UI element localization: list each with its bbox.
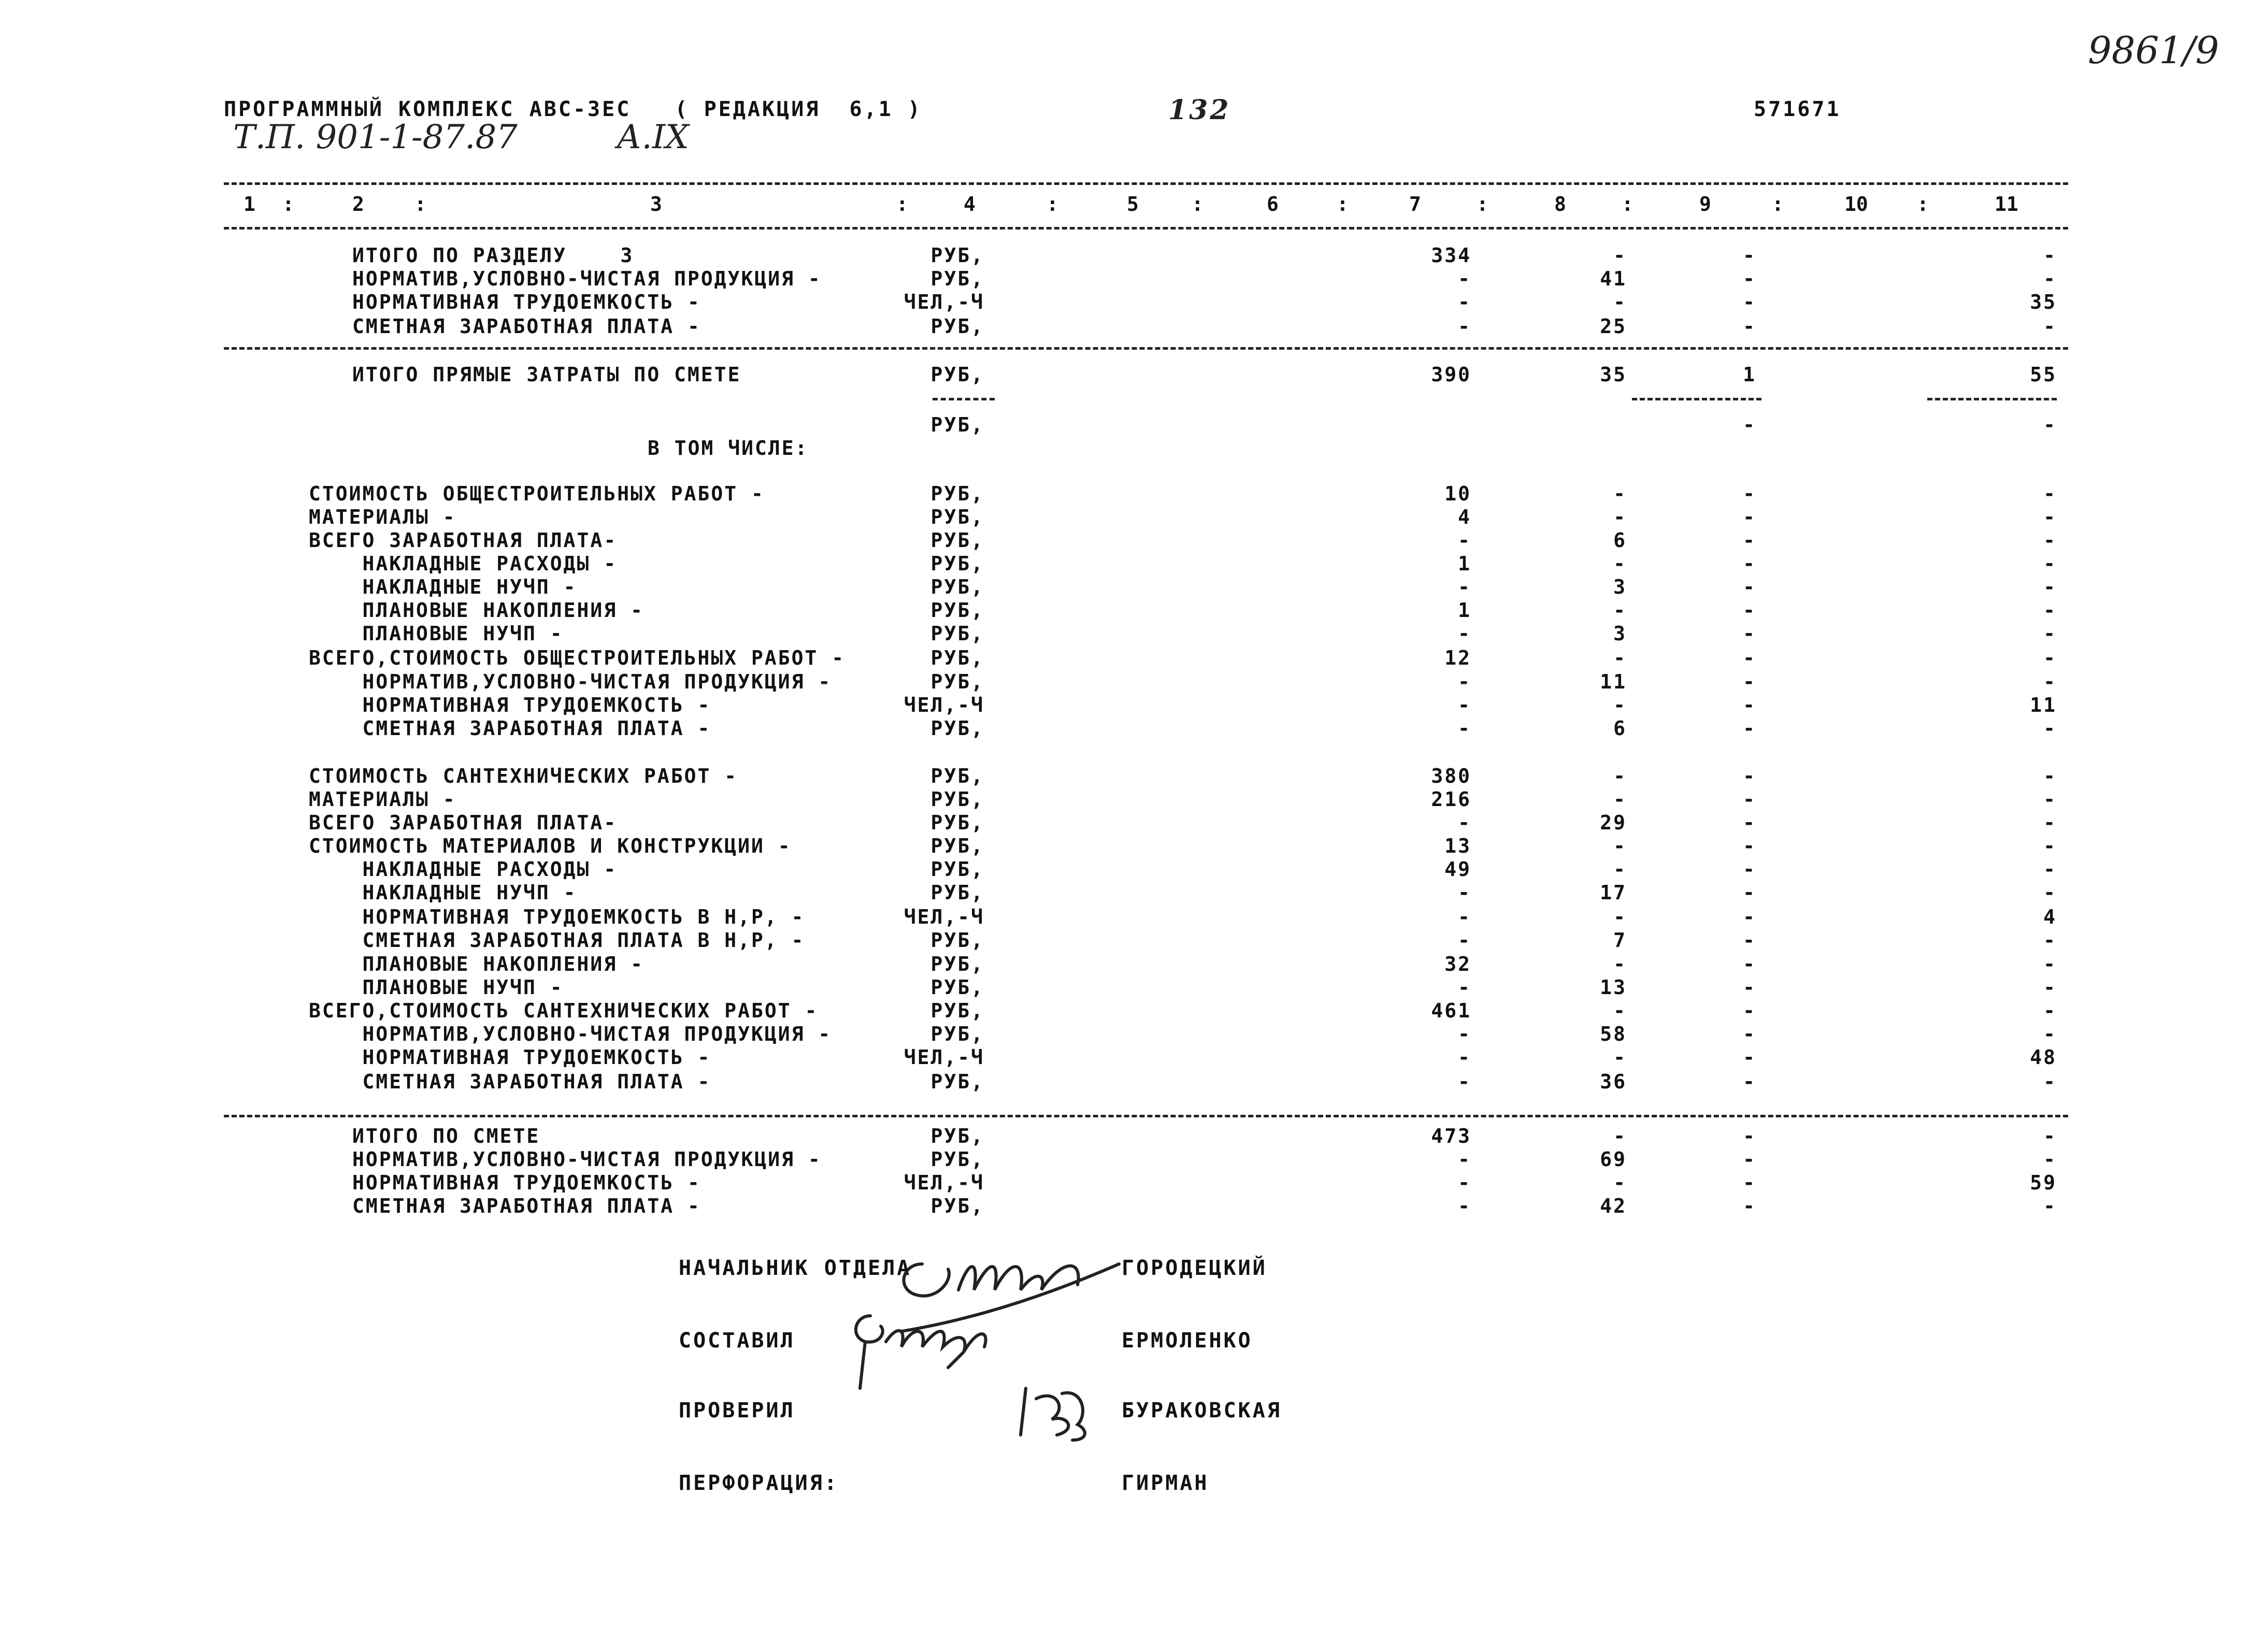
row-description: ИТОГО ПО РАЗДЕЛУ 3: [352, 244, 634, 267]
row-col11-value: 55: [2030, 363, 2057, 386]
row-col9-value: 1: [1743, 363, 1756, 386]
row-unit: РУБ,: [930, 999, 984, 1022]
row-col7-value: -: [1458, 1148, 1471, 1171]
row-col7-value: -: [1458, 929, 1471, 952]
row-description: ВСЕГО,СТОИМОСТЬ САНТЕХНИЧЕСКИХ РАБОТ -: [309, 999, 819, 1022]
row-col7-value: 4: [1458, 506, 1471, 528]
row-col8-value: -: [1613, 953, 1627, 975]
project-number: Т.П. 901-1-87.87: [233, 118, 518, 156]
row-col9-value: -: [1743, 1023, 1756, 1045]
row-col8-value: -: [1613, 999, 1627, 1022]
row-col7-value: -: [1458, 976, 1471, 999]
row-col8-value: 42: [1600, 1195, 1627, 1217]
row-col7-value: 13: [1444, 835, 1471, 857]
row-col7-value: -: [1458, 1171, 1471, 1194]
row-col9-value: -: [1743, 506, 1756, 528]
row-col9-value: -: [1743, 1148, 1756, 1171]
column-header-3: 3: [650, 193, 662, 216]
row-col7-value: 380: [1431, 765, 1471, 787]
row-col8-value: 7: [1613, 929, 1627, 952]
row-col8-value: 6: [1613, 717, 1627, 740]
row-description: НОРМАТИВ,УСЛОВНО-ЧИСТАЯ ПРОДУКЦИЯ -: [309, 1023, 832, 1045]
row-col9-value: -: [1743, 788, 1756, 811]
row-unit: РУБ,: [930, 835, 984, 857]
row-col8-value: -: [1613, 291, 1627, 313]
short-rule-unit: [933, 398, 995, 400]
row-unit: РУБ,: [930, 1070, 984, 1093]
page-number: 132: [1168, 94, 1231, 126]
row-col11-value: -: [2043, 953, 2057, 975]
row-col7-value: 12: [1444, 647, 1471, 669]
row-col11-value: 11: [2030, 694, 2057, 716]
row-unit: ЧЕЛ,-Ч: [904, 694, 984, 716]
row-col11-value: -: [2043, 506, 2057, 528]
row-description: СМЕТНАЯ ЗАРАБОТНАЯ ПЛАТА -: [352, 1195, 701, 1217]
row-description: ПЛАНОВЫЕ НАКОПЛЕНИЯ -: [309, 953, 644, 975]
signature-name: ГОРОДЕЦКИЙ: [1122, 1256, 1267, 1280]
column-separator: :: [1772, 193, 1784, 216]
row-col8-value: -: [1613, 906, 1627, 928]
row-col9-value: -: [1743, 413, 1756, 436]
row-unit: РУБ,: [930, 976, 984, 999]
row-col9-value: -: [1743, 244, 1756, 267]
row-col11-value: -: [2043, 765, 2057, 787]
signature-scribble-compiler: [850, 1295, 1015, 1399]
row-col8-value: -: [1613, 552, 1627, 575]
short-rule-col11: [1927, 398, 2057, 400]
row-unit: РУБ,: [930, 413, 984, 436]
row-col11-value: -: [2043, 622, 2057, 645]
row-col9-value: -: [1743, 291, 1756, 313]
row-col11-value: -: [2043, 576, 2057, 598]
row-col8-value: 58: [1600, 1023, 1627, 1045]
row-description: ПЛАНОВЫЕ НУЧП -: [309, 622, 564, 645]
row-col11-value: -: [2043, 599, 2057, 622]
row-description: НОРМАТИВНАЯ ТРУДОЕМКОСТЬ -: [309, 1046, 711, 1069]
row-unit: РУБ,: [930, 717, 984, 740]
row-unit: РУБ,: [930, 788, 984, 811]
row-col9-value: -: [1743, 1046, 1756, 1069]
row-description: ИТОГО ПО СМЕТЕ: [352, 1125, 540, 1147]
column-header-6: 6: [1267, 193, 1279, 216]
row-col9-value: -: [1743, 858, 1756, 881]
row-col7-value: 216: [1431, 788, 1471, 811]
row-description: НОРМАТИВ,УСЛОВНО-ЧИСТАЯ ПРОДУКЦИЯ -: [352, 267, 822, 290]
column-header-10: 10: [1844, 193, 1868, 216]
row-col8-value: 41: [1600, 267, 1627, 290]
row-unit: РУБ,: [930, 552, 984, 575]
row-col8-value: -: [1613, 1046, 1627, 1069]
row-col11-value: -: [2043, 670, 2057, 693]
row-col8-value: -: [1613, 599, 1627, 622]
row-col7-value: -: [1458, 1195, 1471, 1217]
row-col9-value: -: [1743, 599, 1756, 622]
row-col8-value: 25: [1600, 315, 1627, 338]
row-col11-value: -: [2043, 788, 2057, 811]
row-col7-value: -: [1458, 670, 1471, 693]
row-col8-value: -: [1613, 858, 1627, 881]
row-description: ВСЕГО ЗАРАБОТНАЯ ПЛАТА-: [309, 529, 618, 552]
column-header-9: 9: [1699, 193, 1711, 216]
row-col9-value: -: [1743, 835, 1756, 857]
row-unit: РУБ,: [930, 599, 984, 622]
row-col7-value: 461: [1431, 999, 1471, 1022]
row-col7-value: 10: [1444, 482, 1471, 505]
signature-role: НАЧАЛЬНИК ОТДЕЛА: [679, 1256, 912, 1280]
section-rule: [224, 347, 2068, 350]
row-description: НАКЛАДНЫЕ НУЧП -: [309, 881, 577, 904]
row-col9-value: -: [1743, 1195, 1756, 1217]
row-col7-value: -: [1458, 576, 1471, 598]
row-col7-value: 1: [1458, 599, 1471, 622]
row-col8-value: 6: [1613, 529, 1627, 552]
row-unit: РУБ,: [930, 881, 984, 904]
row-col8-value: 3: [1613, 622, 1627, 645]
row-description: НОРМАТИВНАЯ ТРУДОЕМКОСТЬ -: [309, 694, 711, 716]
header-bottom-rule: [224, 227, 2068, 229]
row-col11-value: -: [2043, 976, 2057, 999]
row-description: СТОИМОСТЬ ОБЩЕСТРОИТЕЛЬНЫХ РАБОТ -: [309, 482, 765, 505]
signature-role: СОСТАВИЛ: [679, 1329, 795, 1353]
row-col11-value: -: [2043, 315, 2057, 338]
row-col9-value: -: [1743, 976, 1756, 999]
row-col8-value: 17: [1600, 881, 1627, 904]
row-col9-value: -: [1743, 670, 1756, 693]
row-col9-value: -: [1743, 929, 1756, 952]
signature-name: БУРАКОВСКАЯ: [1122, 1399, 1282, 1423]
column-header-7: 7: [1409, 193, 1421, 216]
row-unit: РУБ,: [930, 1125, 984, 1147]
row-col9-value: -: [1743, 647, 1756, 669]
row-unit: РУБ,: [930, 363, 984, 386]
column-separator: :: [1477, 193, 1488, 216]
row-unit: РУБ,: [930, 670, 984, 693]
row-col8-value: -: [1613, 1125, 1627, 1147]
corner-handwritten-note: 9861/9: [2088, 28, 2219, 72]
column-separator: :: [1622, 193, 1633, 216]
row-col8-value: 29: [1600, 811, 1627, 834]
row-col9-value: -: [1743, 1171, 1756, 1194]
row-col7-value: 334: [1431, 244, 1471, 267]
row-col8-value: -: [1613, 1171, 1627, 1194]
row-col11-value: -: [2043, 858, 2057, 881]
row-col7-value: -: [1458, 906, 1471, 928]
row-col11-value: -: [2043, 717, 2057, 740]
row-description: НОРМАТИВНАЯ ТРУДОЕМКОСТЬ В Н,Р, -: [309, 906, 805, 928]
row-col11-value: 35: [2030, 291, 2057, 313]
column-header-8: 8: [1554, 193, 1566, 216]
row-col7-value: -: [1458, 717, 1471, 740]
column-header-11: 11: [1995, 193, 2018, 216]
row-col7-value: -: [1458, 1046, 1471, 1069]
row-col11-value: -: [2043, 1125, 2057, 1147]
row-unit: ЧЕЛ,-Ч: [904, 906, 984, 928]
row-col9-value: -: [1743, 1070, 1756, 1093]
row-col9-value: -: [1743, 482, 1756, 505]
row-unit: РУБ,: [930, 765, 984, 787]
row-col9-value: -: [1743, 552, 1756, 575]
row-description: ВСЕГО,СТОИМОСТЬ ОБЩЕСТРОИТЕЛЬНЫХ РАБОТ -: [309, 647, 846, 669]
row-col11-value: -: [2043, 1148, 2057, 1171]
row-col8-value: 3: [1613, 576, 1627, 598]
top-rule: [224, 182, 2068, 185]
row-unit: РУБ,: [930, 506, 984, 528]
row-unit: ЧЕЛ,-Ч: [904, 1171, 984, 1194]
row-col7-value: 473: [1431, 1125, 1471, 1147]
column-separator: :: [1337, 193, 1349, 216]
row-unit: РУБ,: [930, 953, 984, 975]
row-unit: РУБ,: [930, 1023, 984, 1045]
row-col9-value: -: [1743, 881, 1756, 904]
total-rule: [224, 1115, 2068, 1117]
row-description: СМЕТНАЯ ЗАРАБОТНАЯ ПЛАТА В Н,Р, -: [309, 929, 805, 952]
row-col7-value: -: [1458, 315, 1471, 338]
column-separator: :: [1917, 193, 1929, 216]
row-description: СМЕТНАЯ ЗАРАБОТНАЯ ПЛАТА -: [352, 315, 701, 338]
row-description: НОРМАТИВ,УСЛОВНО-ЧИСТАЯ ПРОДУКЦИЯ -: [352, 1148, 822, 1171]
row-unit: РУБ,: [930, 267, 984, 290]
row-unit: РУБ,: [930, 576, 984, 598]
signature-name: ГИРМАН: [1122, 1471, 1209, 1495]
row-description: НОРМАТИВНАЯ ТРУДОЕМКОСТЬ -: [352, 291, 701, 313]
row-col11-value: -: [2043, 1070, 2057, 1093]
row-description: МАТЕРИАЛЫ -: [309, 506, 456, 528]
row-unit: РУБ,: [930, 244, 984, 267]
row-col7-value: 49: [1444, 858, 1471, 881]
row-col11-value: -: [2043, 529, 2057, 552]
program-title: ПРОГРАММНЫЙ КОМПЛЕКС АВС-3ЕС ( РЕДАКЦИЯ 6,1 ): [224, 97, 922, 121]
row-col9-value: -: [1743, 576, 1756, 598]
signature-scribble-checker: [1015, 1378, 1098, 1445]
column-separator: :: [896, 193, 908, 216]
row-col8-value: 69: [1600, 1148, 1627, 1171]
row-col9-value: -: [1743, 315, 1756, 338]
row-col8-value: 11: [1600, 670, 1627, 693]
row-col7-value: 390: [1431, 363, 1471, 386]
row-description: СТОИМОСТЬ САНТЕХНИЧЕСКИХ РАБОТ -: [309, 765, 738, 787]
row-col11-value: 48: [2030, 1046, 2057, 1069]
row-col9-value: -: [1743, 694, 1756, 716]
row-col8-value: 35: [1600, 363, 1627, 386]
row-col11-value: -: [2043, 413, 2057, 436]
row-col9-value: -: [1743, 529, 1756, 552]
row-unit: РУБ,: [930, 858, 984, 881]
row-description: НАКЛАДНЫЕ РАСХОДЫ -: [309, 858, 618, 881]
row-col9-value: -: [1743, 953, 1756, 975]
row-col7-value: -: [1458, 1023, 1471, 1045]
row-col7-value: -: [1458, 291, 1471, 313]
short-rule-col9: [1632, 398, 1761, 400]
column-separator: :: [1192, 193, 1203, 216]
row-unit: РУБ,: [930, 529, 984, 552]
column-header-5: 5: [1127, 193, 1139, 216]
row-col11-value: -: [2043, 835, 2057, 857]
row-col11-value: -: [2043, 647, 2057, 669]
signature-name: ЕРМОЛЕНКО: [1122, 1329, 1253, 1353]
row-col7-value: -: [1458, 267, 1471, 290]
row-col11-value: -: [2043, 1195, 2057, 1217]
row-unit: РУБ,: [930, 622, 984, 645]
row-col8-value: -: [1613, 482, 1627, 505]
row-col11-value: -: [2043, 1023, 2057, 1045]
row-description: НАКЛАДНЫЕ НУЧП -: [309, 576, 577, 598]
row-col11-value: 4: [2043, 906, 2057, 928]
row-col11-value: -: [2043, 482, 2057, 505]
column-header-4: 4: [964, 193, 976, 216]
row-col9-value: -: [1743, 999, 1756, 1022]
row-col11-value: -: [2043, 929, 2057, 952]
signature-role: ПРОВЕРИЛ: [679, 1399, 795, 1423]
row-description: ВСЕГО ЗАРАБОТНАЯ ПЛАТА-: [309, 811, 618, 834]
row-description: МАТЕРИАЛЫ -: [309, 788, 456, 811]
row-unit: РУБ,: [930, 482, 984, 505]
row-col9-value: -: [1743, 717, 1756, 740]
row-col11-value: -: [2043, 811, 2057, 834]
row-unit: РУБ,: [930, 1195, 984, 1217]
row-description: ПЛАНОВЫЕ НАКОПЛЕНИЯ -: [309, 599, 644, 622]
row-description: НОРМАТИВ,УСЛОВНО-ЧИСТАЯ ПРОДУКЦИЯ -: [309, 670, 832, 693]
row-col11-value: -: [2043, 881, 2057, 904]
row-description: НАКЛАДНЫЕ РАСХОДЫ -: [309, 552, 618, 575]
row-col7-value: -: [1458, 694, 1471, 716]
row-description: ИТОГО ПРЯМЫЕ ЗАТРАТЫ ПО СМЕТЕ: [352, 363, 741, 386]
row-col8-value: 13: [1600, 976, 1627, 999]
column-header-1: 1: [243, 193, 255, 216]
row-col7-value: -: [1458, 811, 1471, 834]
row-col11-value: -: [2043, 999, 2057, 1022]
column-separator: :: [1047, 193, 1058, 216]
row-description: В ТОМ ЧИСЛЕ:: [648, 437, 809, 459]
row-col8-value: -: [1613, 506, 1627, 528]
row-col8-value: -: [1613, 835, 1627, 857]
album-number: А.IX: [617, 118, 689, 156]
row-col11-value: 59: [2030, 1171, 2057, 1194]
row-col8-value: -: [1613, 694, 1627, 716]
document-code: 571671: [1754, 97, 1841, 121]
row-col8-value: -: [1613, 244, 1627, 267]
row-unit: РУБ,: [930, 811, 984, 834]
row-unit: РУБ,: [930, 929, 984, 952]
row-description: ПЛАНОВЫЕ НУЧП -: [309, 976, 564, 999]
row-unit: ЧЕЛ,-Ч: [904, 1046, 984, 1069]
row-col8-value: -: [1613, 788, 1627, 811]
row-col7-value: -: [1458, 1070, 1471, 1093]
row-unit: РУБ,: [930, 1148, 984, 1171]
column-separator: :: [282, 193, 294, 216]
row-col7-value: 32: [1444, 953, 1471, 975]
row-col11-value: -: [2043, 552, 2057, 575]
row-unit: РУБ,: [930, 315, 984, 338]
row-col7-value: -: [1458, 881, 1471, 904]
row-col7-value: 1: [1458, 552, 1471, 575]
column-separator: :: [414, 193, 426, 216]
row-col9-value: -: [1743, 267, 1756, 290]
row-description: СМЕТНАЯ ЗАРАБОТНАЯ ПЛАТА -: [309, 1070, 711, 1093]
signature-role: ПЕРФОРАЦИЯ:: [679, 1471, 839, 1495]
column-header-2: 2: [352, 193, 364, 216]
row-col7-value: -: [1458, 529, 1471, 552]
row-col9-value: -: [1743, 811, 1756, 834]
row-col11-value: -: [2043, 244, 2057, 267]
row-col11-value: -: [2043, 267, 2057, 290]
row-description: СТОИМОСТЬ МАТЕРИАЛОВ И КОНСТРУКЦИИ -: [309, 835, 792, 857]
row-col7-value: -: [1458, 622, 1471, 645]
row-description: СМЕТНАЯ ЗАРАБОТНАЯ ПЛАТА -: [309, 717, 711, 740]
row-unit: ЧЕЛ,-Ч: [904, 291, 984, 313]
row-col8-value: 36: [1600, 1070, 1627, 1093]
row-col8-value: -: [1613, 765, 1627, 787]
row-col8-value: -: [1613, 647, 1627, 669]
row-col9-value: -: [1743, 622, 1756, 645]
row-col9-value: -: [1743, 1125, 1756, 1147]
row-col9-value: -: [1743, 906, 1756, 928]
row-col9-value: -: [1743, 765, 1756, 787]
row-description: НОРМАТИВНАЯ ТРУДОЕМКОСТЬ -: [352, 1171, 701, 1194]
row-unit: РУБ,: [930, 647, 984, 669]
